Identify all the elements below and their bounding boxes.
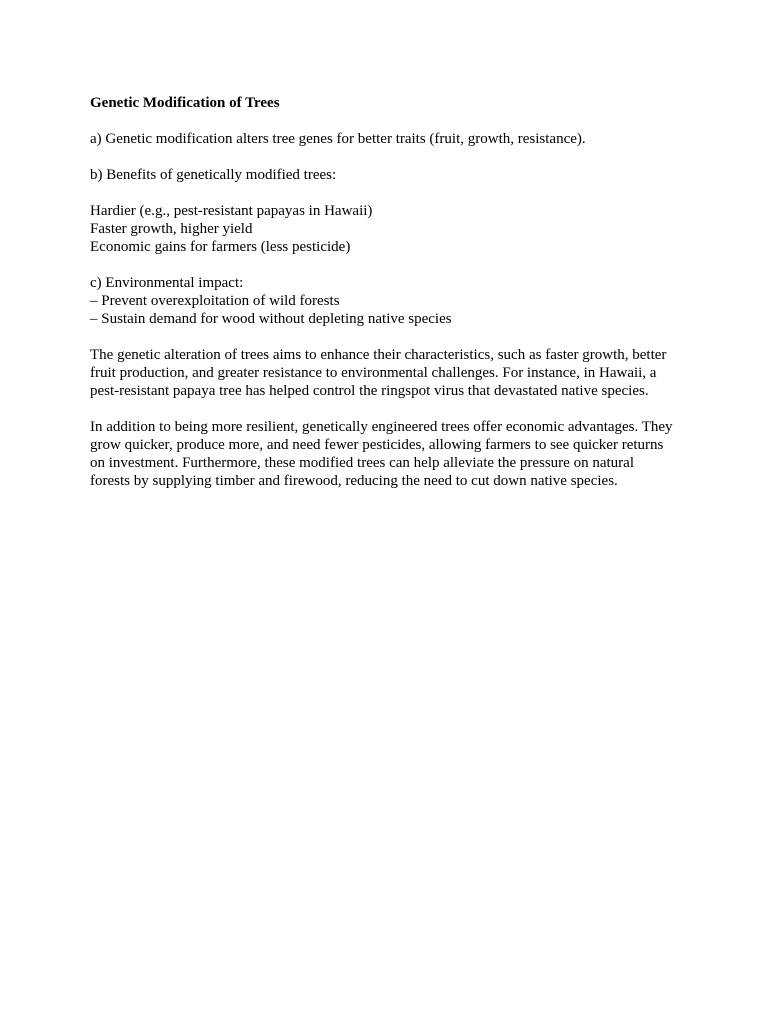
paragraph-line: forests by supplying timber and firewood, reducing the need to cut down native species. <box>90 473 618 489</box>
benefit-item: Faster growth, higher yield <box>90 221 253 237</box>
section-c <box>90 274 690 328</box>
paragraph-line: pest-resistant papaya tree has helped control the ringspot virus that devastated native species. <box>90 383 649 399</box>
document-page <box>90 94 690 508</box>
paragraph-genetic-alteration <box>90 346 690 400</box>
paragraph-line: In addition to being more resilient, genetically engineered trees offer economic advantages. They <box>90 419 673 435</box>
paragraph-line: grow quicker, produce more, and need fewer pesticides, allowing farmers to see quicker returns <box>90 437 664 453</box>
paragraph-line: fruit production, and greater resistance to environmental challenges. For instance, in Hawaii, a <box>90 365 657 381</box>
benefits-list <box>90 202 690 256</box>
document-title: Genetic Modification of Trees <box>90 95 280 111</box>
section-b-heading: b) Benefits of genetically modified trees: <box>90 167 337 183</box>
impact-item: – Sustain demand for wood without depleting native species <box>90 311 452 327</box>
paragraph-economic-advantages <box>90 418 690 490</box>
paragraph-line: on investment. Furthermore, these modified trees can help alleviate the pressure on natural <box>90 455 634 471</box>
section-c-heading: c) Environmental impact: <box>90 275 244 291</box>
benefit-item: Economic gains for farmers (less pesticide) <box>90 239 351 255</box>
paragraph-line: The genetic alteration of trees aims to enhance their characteristics, such as faster growth, better <box>90 347 667 363</box>
benefit-item: Hardier (e.g., pest-resistant papayas in Hawaii) <box>90 203 373 219</box>
section-a: a) Genetic modification alters tree genes for better traits (fruit, growth, resistance). <box>90 131 586 147</box>
impact-item: – Prevent overexploitation of wild forests <box>90 293 340 309</box>
